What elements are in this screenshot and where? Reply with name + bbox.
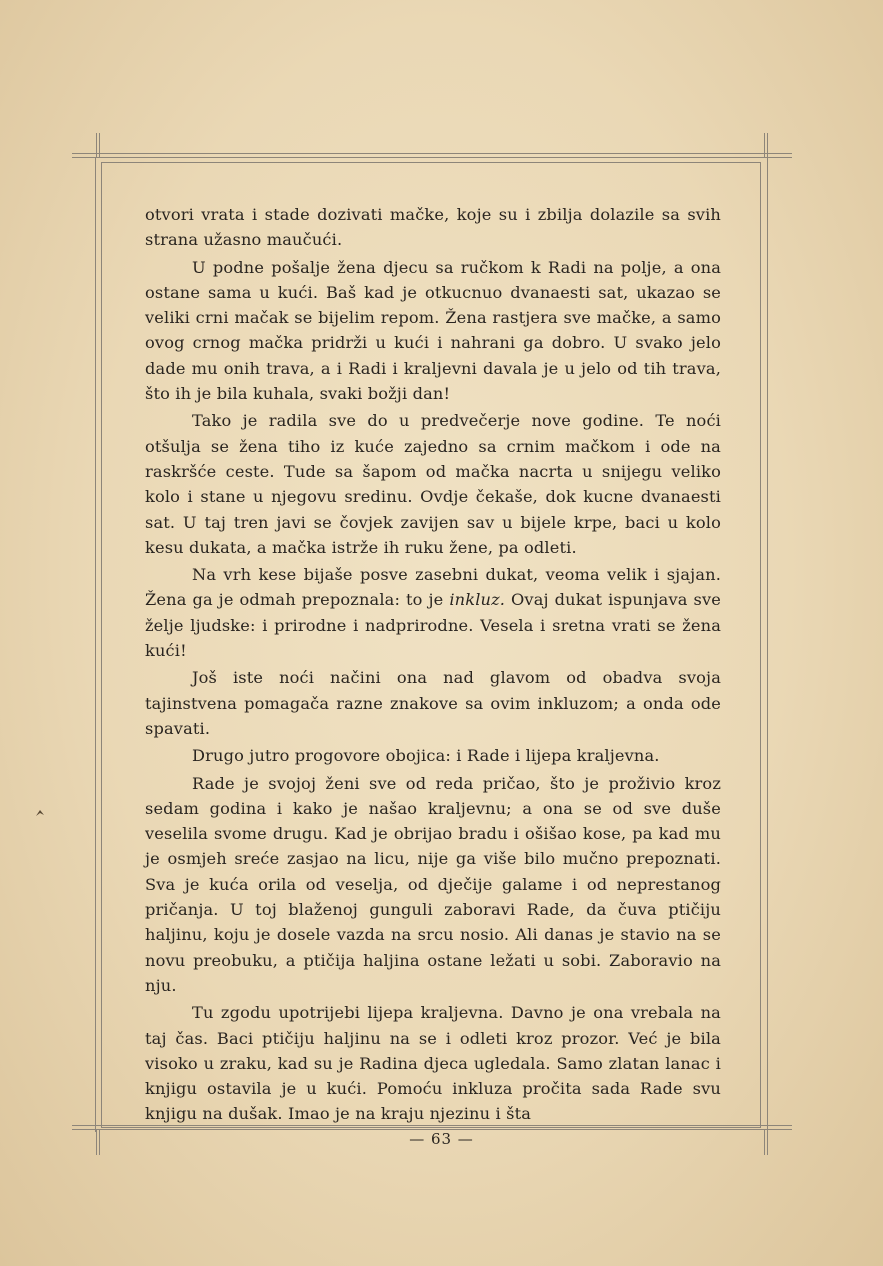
- margin-mark-icon: [34, 807, 46, 819]
- top-right-tick-2: [767, 133, 768, 157]
- paragraph-7: Rade je svojoj ženi sve od reda pričao, što je proživio kroz sedam godina i kako je našao kraljevnu; a ona se od sve duše veselila svome drugu. Kad je obrijao bradu i ošišao kose, pa kad mu je osmjeh sreće zasjao na licu, nije ga više bilo mučno prepoznati. Sva je kuća orila od veselja, od dječije galame i od neprestanog pričanja. U toj blaženoj gunguli zaboravi Rade, da čuva ptičiju haljinu, koju je dosele vazda na srcu nosio. Ali danas je stavio na se novu preobuku, a ptičija haljina ostane ležati u sobi. Zaboravio na nju.: [145, 773, 721, 995]
- paragraph-4: [145, 562, 721, 663]
- paragraph-3: Tako je radila sve do u predvečerje nove godine. Te noći otšulja se žena tiho iz kuće zajedno sa crnim mačkom i ode na raskršće ceste. Tude sa šapom od mačka nacrta u snijegu veliko kolo i stane u njegovu sredinu. Ovdje čekaše, dok kucne dvanaesti sat. U taj tren javi se čovjek zavijen sav u bijele krpe, baci u kolo kesu dukata, a mačka istrže ih ruku žene, pa odleti.: [145, 411, 721, 557]
- paragraph-4-part-1: Na vrh kese bijaše posve zasebni dukat, veoma velik i sjajan. Žena ga je odmah prepoznala: to je: [145, 565, 721, 610]
- paragraph-8: Tu zgodu upotrijebi lijepa kraljevna. Davno je ona vrebala na taj čas. Baci ptičiju haljinu na se i odleti kroz prozor. Već je bila visoko u zraku, kad su je Radina djeca ugledala. Samo zlatan lanac i knjigu ostavila je u kući. Pomoću inkluza pročita sada Rade svu knjigu na dušak. Imao je na kraju njezinu i šta: [145, 1003, 721, 1124]
- paragraph-4-part-2: Ovaj dukat ispunjava sve želje ljudske: i prirodne i nadprirodne. Vesela i sretna vrati se žena kući!: [145, 590, 722, 661]
- top-left-tick-2: [99, 133, 100, 157]
- frame-right-outer: [767, 157, 768, 1132]
- page-number: — 63 —: [409, 1130, 474, 1148]
- page-text: [145, 202, 721, 1129]
- paragraph-1: otvori vrata i stade dozivati mačke, koje su i zbilja dolazile sa svih strana užasno maučući.: [145, 205, 721, 250]
- top-right-tick: [764, 133, 765, 157]
- paragraph-5: Još iste noći načini ona nad glavom od obadva svoja tajinstvena pomagača razne znakove sa ovim inkluzom; a onda ode spavati.: [145, 668, 721, 738]
- inkluz-emphasis: inkluz.: [449, 590, 506, 610]
- top-rule-inner: [72, 157, 792, 158]
- top-rule-outer: [72, 153, 792, 154]
- paragraph-2: U podne pošalje žena djecu sa ručkom k Radi na polje, a ona ostane sama u kući. Baš kad je otkucnuo dvanaesti sat, ukazao se veliki crni mačak se bijelim repom. Žena rastjera sve mačke, a samo ovog crnog mačka pridrži u kući i nahrani ga dobro. U svako jelo dade mu onih trava, a i Radi i kraljevni davala je u jelo od tih trava, što ih je bila kuhala, svaki božji dan!: [145, 257, 721, 404]
- frame-left-outer: [95, 157, 96, 1132]
- top-left-tick: [96, 133, 97, 157]
- paragraph-6: Drugo jutro progovore obojica: i Rade i lijepa kraljevna.: [192, 746, 660, 766]
